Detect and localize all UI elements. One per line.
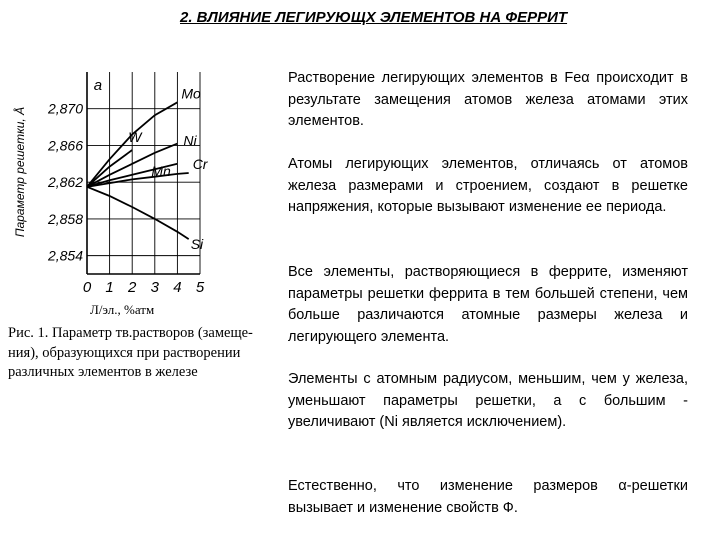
x-tick-label: 1	[105, 279, 114, 296]
series-label-mn: Mn	[151, 162, 171, 179]
lattice-parameter-chart	[0, 62, 250, 312]
y-tick-label: 2,870	[47, 100, 83, 117]
y-tick-label: 2,858	[47, 210, 83, 227]
y-top-label: а	[93, 77, 103, 94]
series-label-mo: Mo	[181, 85, 201, 102]
paragraph-atomic-radius: Элементы с атомным радиусом, меньшим, чем у железа, уменьшают параметры решетки, а с большим - увеличивают (Ni является исключением).	[288, 371, 688, 430]
x-axis-unit: Л/эл., %атм	[90, 302, 155, 317]
x-tick-label: 3	[150, 279, 159, 296]
series-label-w: W	[128, 129, 142, 146]
paragraph-atoms: Атомы легирующих элементов, отличаясь от атомов железа размерами и строением, создают в решетке напряжения, которые вызывают изменение ее периода.	[288, 156, 688, 215]
y-axis-label: Параметр решетки, Å	[13, 106, 27, 238]
series-label-ni: Ni	[183, 132, 197, 149]
lattice-parameter-figure	[0, 62, 250, 332]
figure-caption: Рис. 1. Параметр тв.растворов (замеще-ния), образующихся при растворении различных элементов в железе	[8, 325, 253, 380]
y-tick-label: 2,866	[47, 137, 83, 154]
page-title: 2. ВЛИЯНИЕ ЛЕГИРУЮЩХ ЭЛЕМЕНТОВ НА ФЕРРИТ	[180, 9, 568, 26]
series-label-cr: Cr	[192, 156, 208, 172]
x-tick-label: 4	[173, 279, 182, 296]
series-line-si	[87, 187, 189, 239]
y-tick-label: 2,862	[47, 174, 83, 191]
paragraph-properties: Естественно, что изменение размеров α-решетки вызывает и изменение свойств Ф.	[288, 478, 688, 516]
series-line-cr	[87, 173, 189, 187]
x-tick-label: 0	[82, 279, 92, 296]
series-label-si: Si	[190, 236, 204, 253]
paragraph-dissolution: Растворение легирующих элементов в Feα происходит в результате замещения атомов железа атомами этих элементов.	[288, 70, 688, 129]
paragraph-lattice-change: Все элементы, растворяющиеся в феррите, изменяют параметры решетки феррита в тем большей степени, чем больше различаются атомные размеры железа и легирующего элемента.	[288, 264, 688, 345]
y-tick-label: 2,854	[47, 247, 83, 264]
x-tick-label: 2	[128, 279, 137, 296]
x-tick-label: 5	[195, 279, 205, 296]
